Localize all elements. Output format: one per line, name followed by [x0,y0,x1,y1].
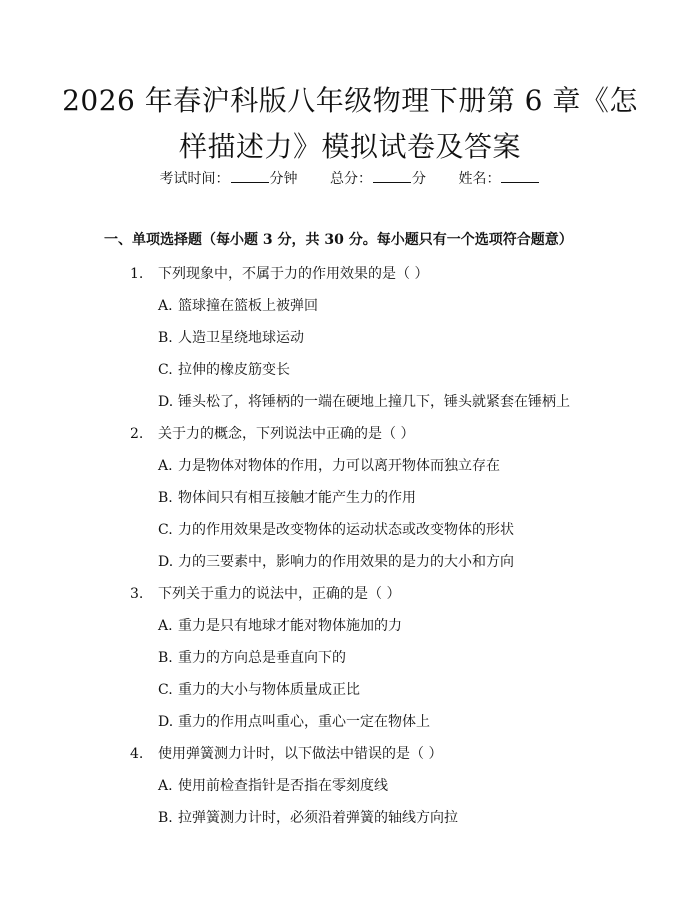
question-stem [0,584,700,616]
answer-option [0,520,700,552]
option-letter: B. [158,490,173,506]
page-title: 2026 年春沪科版八年级物理下册第 6 章《怎样描述力》模拟试卷及答案 [62,84,638,163]
total-score-unit: 分 [412,171,426,187]
answer-option [0,456,700,488]
option-text: 拉伸的橡皮筋变长 [178,362,290,378]
question-text: 下列现象中，不属于力的作用效果的是（ ） [158,266,429,282]
answer-option [0,392,700,424]
question-text: 下列关于重力的说法中，正确的是（ ） [158,586,401,602]
answer-option [0,648,700,680]
question-number: 4. [130,746,144,762]
question-text: 关于力的概念，下列说法中正确的是（ ） [158,426,415,442]
answer-option [0,808,700,840]
option-text: 使用前检查指针是否指在零刻度线 [178,778,388,794]
option-text: 重力的大小与物体质量成正比 [178,682,360,698]
option-text: 锤头松了，将锤柄的一端在硬地上撞几下，锤头就紧套在锤柄上 [178,394,570,410]
option-letter: B. [158,650,173,666]
option-text: 力是物体对物体的作用，力可以离开物体而独立存在 [178,458,500,474]
answer-option [0,328,700,360]
answer-option [0,712,700,744]
exam-time-field [160,171,298,187]
question-list [0,264,700,840]
option-letter: D. [158,554,174,570]
answer-option [0,360,700,392]
option-text: 拉弹簧测力计时，必须沿着弹簧的轴线方向拉 [178,810,458,826]
exam-time-blank [231,168,269,183]
total-score-label: 总分： [330,171,372,187]
option-letter: A. [158,778,173,794]
option-letter: A. [158,298,173,314]
option-letter: C. [158,522,173,538]
answer-option [0,552,700,584]
question-item [0,744,700,840]
option-text: 人造卫星绕地球运动 [178,330,304,346]
option-letter: D. [158,714,174,730]
exam-info-line [0,168,700,189]
option-letter: C. [158,682,173,698]
option-text: 重力是只有地球才能对物体施加的力 [178,618,402,634]
answer-option [0,296,700,328]
total-score-field [330,171,426,187]
option-letter: D. [158,394,174,410]
student-name-field [458,171,540,187]
question-number: 3. [130,586,144,602]
answer-option [0,680,700,712]
question-stem [0,424,700,456]
option-text: 重力的作用点叫重心，重心一定在物体上 [178,714,430,730]
option-letter: B. [158,330,173,346]
question-number: 2. [130,426,144,442]
option-text: 重力的方向总是垂直向下的 [178,650,346,666]
option-letter: A. [158,618,173,634]
exam-time-label: 考试时间： [159,171,230,187]
total-score-blank [373,168,411,183]
option-letter: B. [158,810,173,826]
option-letter: C. [158,362,173,378]
question-item [0,264,700,424]
answer-option [0,776,700,808]
option-text: 篮球撞在篮板上被弹回 [178,298,318,314]
section-heading: 一、单项选择题（每小题 3 分，共 30 分。每小题只有一个选项符合题意） [104,232,573,248]
question-item [0,424,700,584]
answer-option [0,488,700,520]
student-name-label: 姓名： [458,171,501,187]
student-name-blank [501,168,539,183]
option-letter: A. [158,458,173,474]
exam-time-unit: 分钟 [269,171,298,187]
option-text: 物体间只有相互接触才能产生力的作用 [178,490,416,506]
answer-option [0,616,700,648]
question-number: 1. [130,266,144,282]
option-text: 力的三要素中，影响力的作用效果的是力的大小和方向 [178,554,514,570]
question-text: 使用弹簧测力计时，以下做法中错误的是（ ） [158,746,443,762]
option-text: 力的作用效果是改变物体的运动状态或改变物体的形状 [178,522,514,538]
question-item [0,584,700,744]
question-stem [0,744,700,776]
question-stem [0,264,700,296]
